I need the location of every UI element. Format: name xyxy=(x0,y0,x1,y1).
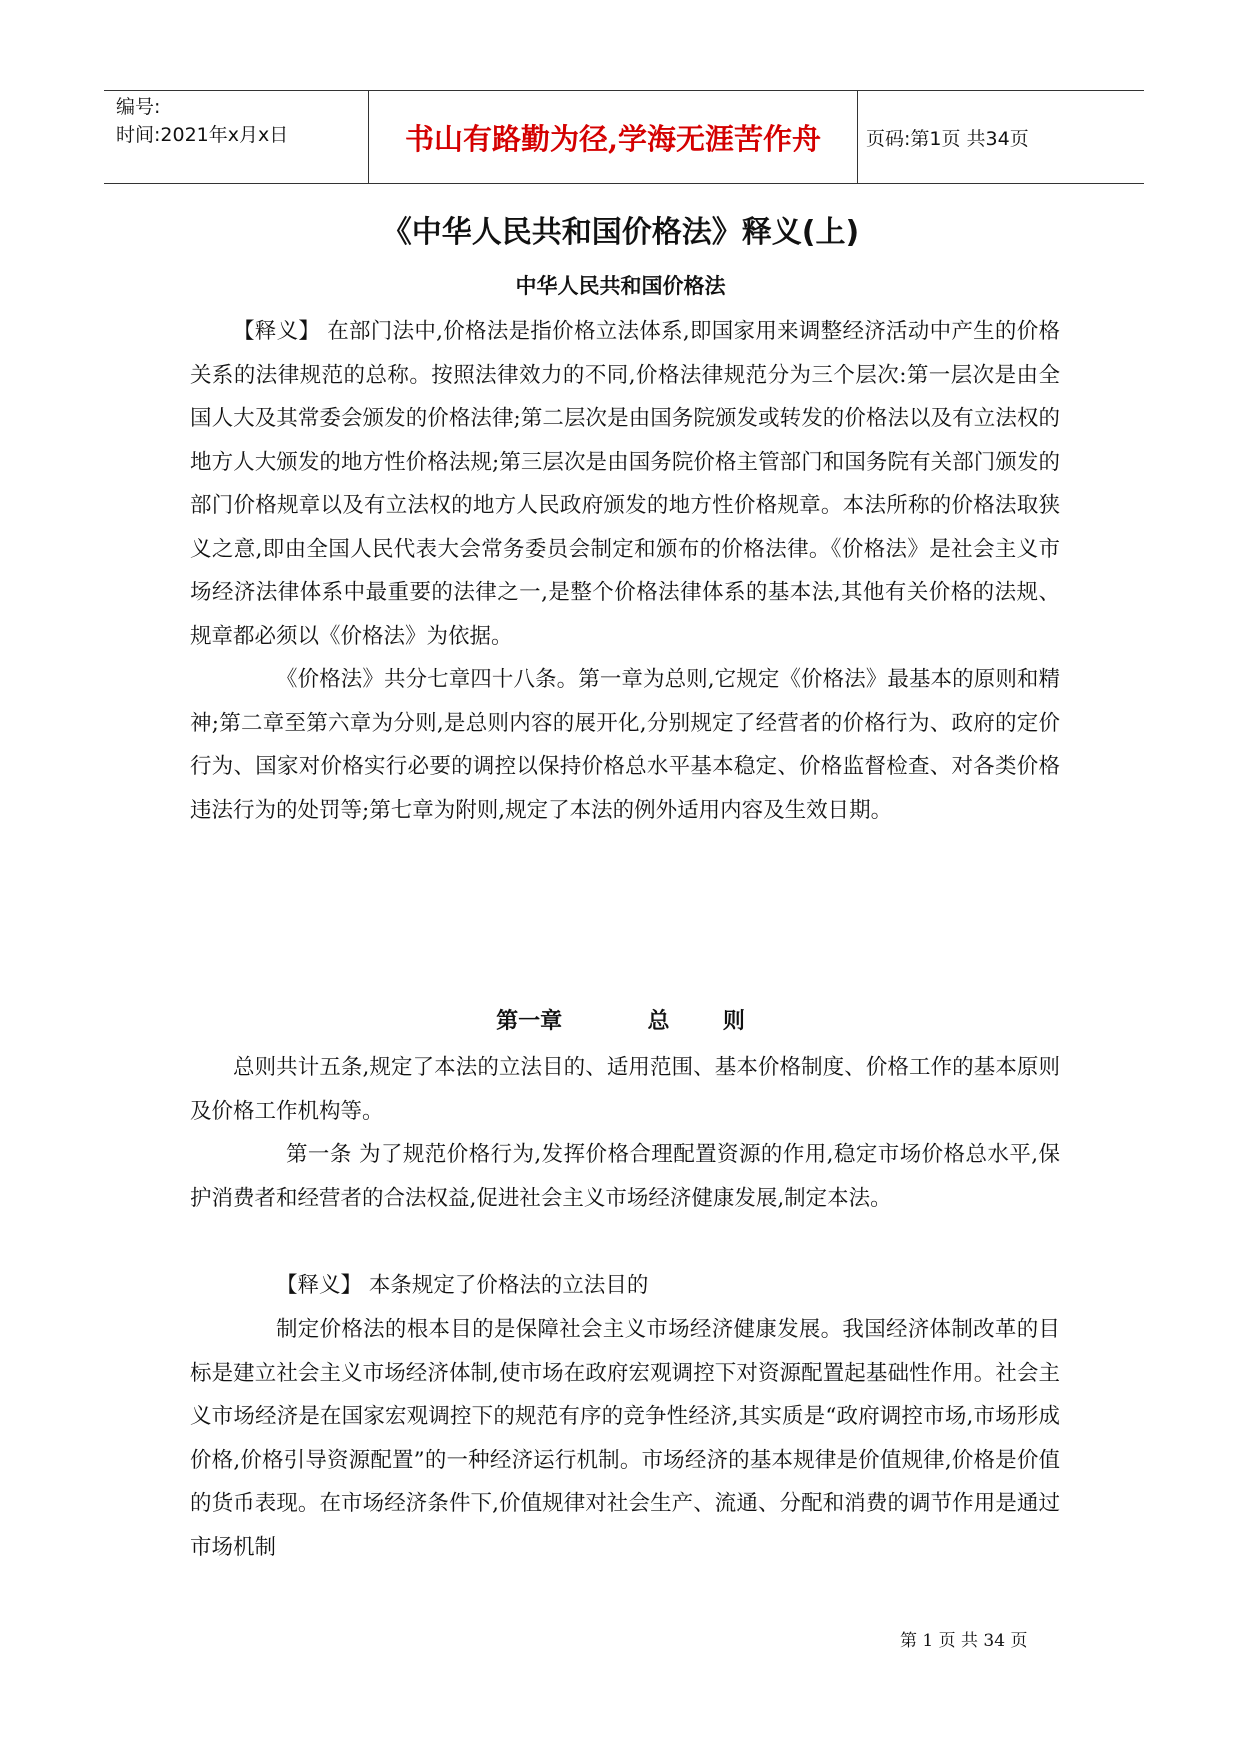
document-title: 《中华人民共和国价格法》释义(上) xyxy=(381,215,860,250)
time-label: 时间:2021年x月x日 xyxy=(116,124,289,146)
paragraph-interpretation: 制定价格法的根本目的是保障社会主义市场经济健康发展。我国经济体制改革的目标是建立社会主义市场经济体制,使市场在政府宏观调控下对资源配置起基础性作用。社会主义市场经济是在国家宏观调控下的规范有序的竞争性经济,其实质是“政府调控市场,市场形成价格,价格引导资源配置”的一种经济运行机制。市场经济的基本规律是价值规律,价格是价值的货币表现。在市场经济条件下,价值规律对社会生产、流通、分配和消费的调节作用是通过市场机制 xyxy=(190,1317,1060,1560)
header-divider xyxy=(857,91,858,183)
document-subtitle: 中华人民共和国价格法 xyxy=(515,274,726,298)
paragraph-article-1: 第一条 为了规范价格行为,发挥价格合理配置资源的作用,稳定市场价格总水平,保护消费者和经营者的合法权益,促进社会主义市场经济健康发展,制定本法。 xyxy=(190,1142,1060,1211)
chapter-number: 第一章 xyxy=(496,1009,563,1034)
page-footer: 第 1 页 共 34 页 xyxy=(900,1631,1028,1651)
header-page-info: 页码:第1页 共34页 xyxy=(866,127,1029,150)
chapter-heading xyxy=(0,1004,1241,1035)
paragraph-interpretation-label: 【释义】 本条规定了价格法的立法目的 xyxy=(276,1273,649,1298)
header-motto: 书山有路勤为径,学海无涯苦作舟 xyxy=(404,121,822,156)
page-header xyxy=(104,90,1144,184)
paragraph-general-summary: 总则共计五条,规定了本法的立法目的、适用范围、基本价格制度、价格工作的基本原则及价格工作机构等。 xyxy=(190,1055,1060,1124)
chapter-title-char: 则 xyxy=(722,1009,745,1034)
chapter-title-char: 总 xyxy=(647,1009,670,1034)
header-meta xyxy=(116,93,366,149)
paragraph-structure: 《价格法》共分七章四十八条。第一章为总则,它规定《价格法》最基本的原则和精神;第二章至第六章为分则,是总则内容的展开化,分别规定了经营者的价格行为、政府的定价行为、国家对价格实行必要的调控以保持价格总水平基本稳定、价格监督检查、对各类价格违法行为的处罚等;第七章为附则,规定了本法的例外适用内容及生效日期。 xyxy=(190,667,1060,823)
number-label: 编号: xyxy=(116,96,161,118)
paragraph-intro: 【释义】 在部门法中,价格法是指价格立法体系,即国家用来调整经济活动中产生的价格关系的法律规范的总称。按照法律效力的不同,价格法律规范分为三个层次:第一层次是由全国人大及其常委会颁发的价格法律;第二层次是由国务院颁发或转发的价格法以及有立法权的地方人大颁发的地方性价格法规;第三层次是由国务院价格主管部门和国务院有关部门颁发的部门价格规章以及有立法权的地方人民政府颁发的地方性价格规章。本法所称的价格法取狭义之意,即由全国人民代表大会常务委员会制定和颁布的价格法律。《价格法》是社会主义市场经济法律体系中最重要的法律之一,是整个价格法律体系的基本法,其他有关价格的法规、规章都必须以《价格法》为依据。 xyxy=(190,319,1060,649)
